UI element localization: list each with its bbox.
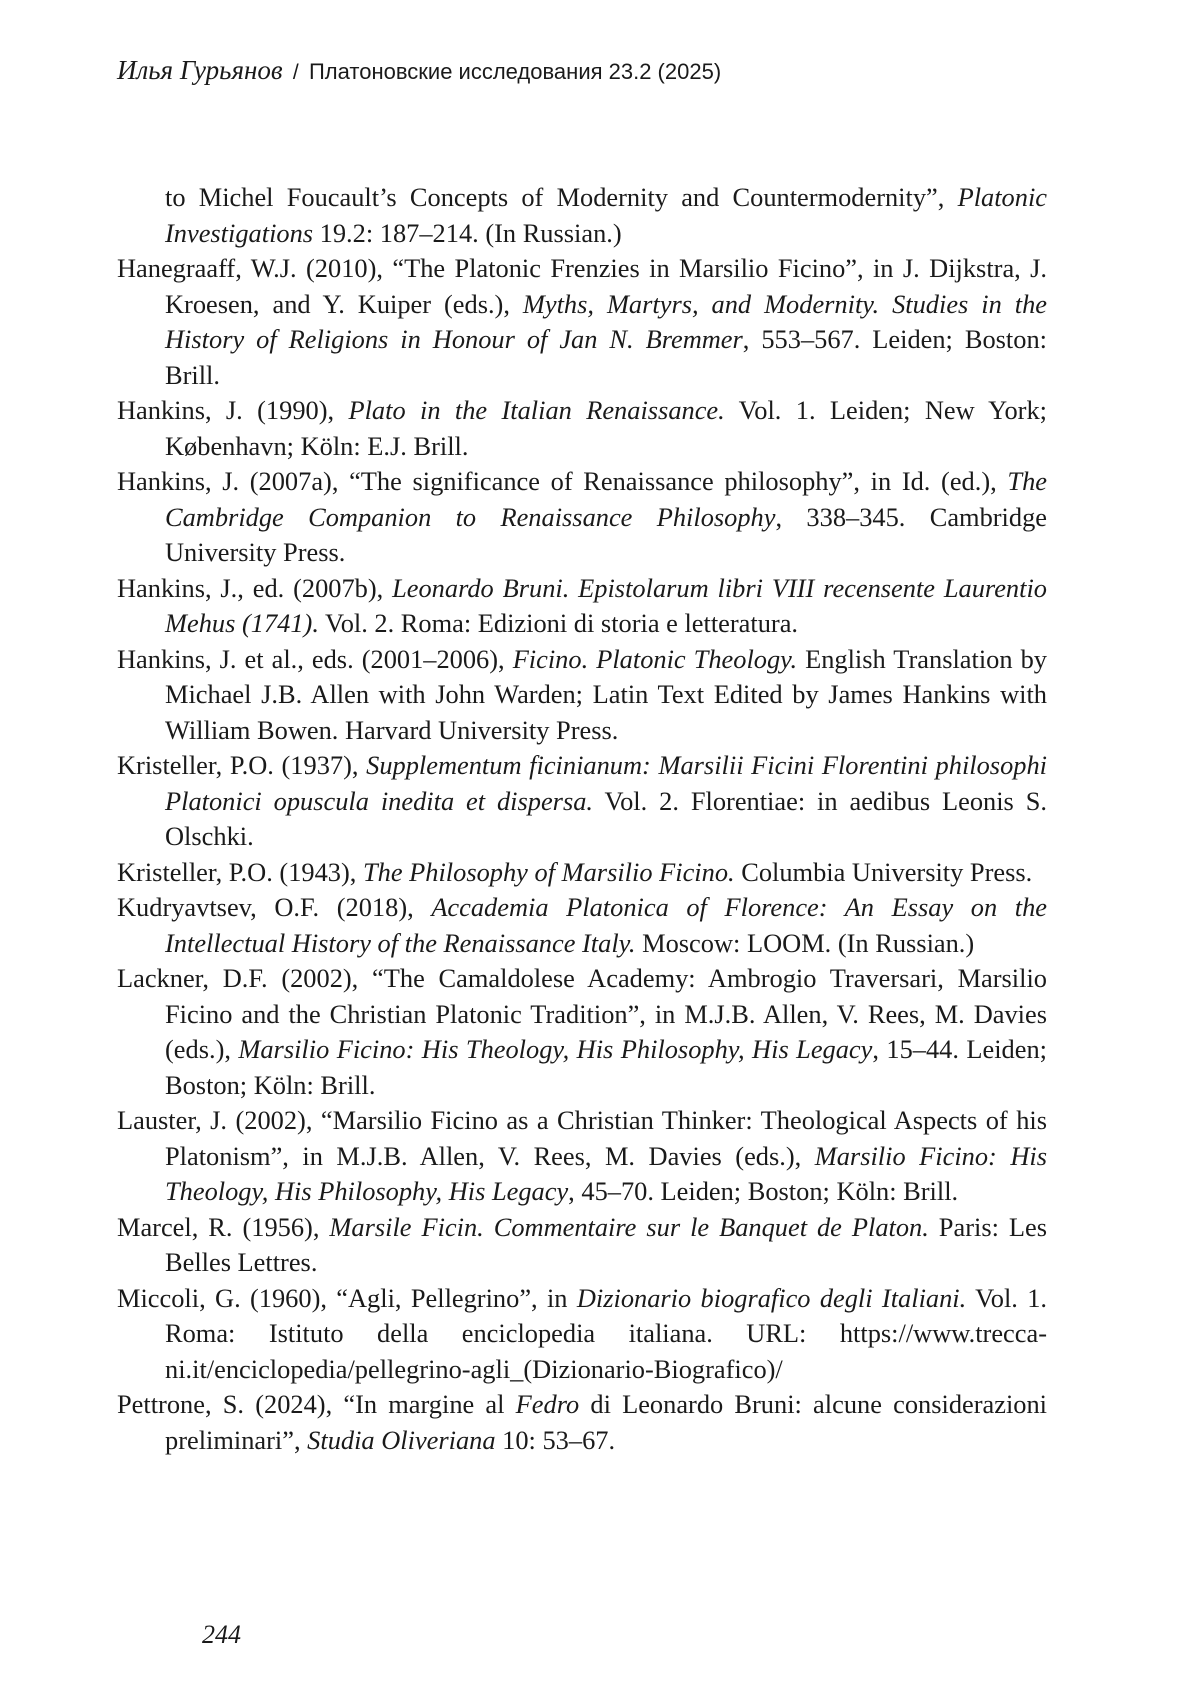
bibliography-list — [117, 180, 1047, 1458]
reference-entry — [117, 464, 1047, 571]
reference-entry — [117, 1210, 1047, 1281]
reference-text: Miccoli, G. (1960), “Agli, Pellegrino”, in — [117, 1282, 577, 1313]
reference-text: Hankins, J., ed. (2007b), — [117, 572, 393, 603]
reference-title: Marsilio Ficino: His Theology, His Philosophy, His Legacy — [238, 1034, 873, 1064]
reference-text: Lackner, D.F. (2002), “The Camaldolese Academy: Ambrogio Traversari, Marsilio Ficino and the Christian Platonic Tradition”, in M.J.B. Allen, V. Rees, M. Davies (eds.), — [117, 963, 1047, 1064]
reference-entry — [117, 1103, 1047, 1210]
reference-text: , 553–567. Leiden; Boston: Brill. — [165, 324, 1047, 390]
reference-text: Columbia University Press. — [734, 856, 1033, 887]
reference-text: Marcel, R. (1956), — [117, 1211, 330, 1242]
reference-entry — [117, 642, 1047, 749]
reference-text: to Michel Foucault’s Concepts of Modernity and Countermodernity”, — [165, 182, 958, 212]
reference-entry — [117, 251, 1047, 393]
reference-title: The Cambridge Companion to Renaissance Philosophy — [165, 466, 1047, 532]
reference-text: Paris: Les Belles Lettres. — [165, 1211, 1047, 1277]
running-head — [117, 52, 721, 91]
reference-text: , 338–345. Cambridge University Press. — [165, 501, 1047, 567]
reference-title: Platonic Investigations — [165, 182, 1047, 248]
reference-title: Plato in the Italian Renaissance. — [348, 395, 725, 425]
reference-entry — [117, 1281, 1047, 1388]
reference-entry — [117, 890, 1047, 961]
reference-text: Kristeller, P.O. (1943), — [117, 856, 363, 887]
reference-entry — [117, 571, 1047, 642]
reference-title: Marsile Ficin. Commentaire sur le Banquet de Platon. — [329, 1211, 929, 1242]
reference-title: Ficino. Platonic Theology. — [512, 643, 798, 674]
reference-title: Myths, Martyrs, and Modernity. Studies in the History of Religions in Honour of Jan N. Bremmer — [165, 288, 1047, 354]
reference-text: Vol. 2. Roma: Edizioni di storia e letteratura. — [318, 608, 799, 638]
reference-text: English Translation by Michael J.B. Allen with John Warden; Latin Text Edited by James Hankins with William Bowen. Harvard University Press. — [165, 643, 1047, 745]
reference-title: Studia Oliveriana — [307, 1424, 496, 1455]
reference-text: Vol. 1. Roma: Istituto della enciclopedia italiana. URL: https://www.treccani.it/enciclopedia/pellegrino-agli_(Dizionario-Biografico)/ — [165, 1282, 1047, 1384]
reference-text: Lauster, J. (2002), “Marsilio Ficino as a Christian Thinker: Theological Aspects of his Platonism”, in M.J.B. Allen, V. Rees, M. Davies (eds.), — [117, 1105, 1047, 1171]
reference-text: Moscow: LOOM. (In Russian.) — [635, 927, 975, 958]
reference-title: Fedro — [515, 1389, 580, 1419]
reference-text: Vol. 1. Leiden; New York; København; Köln: E.J. Brill. — [165, 395, 1048, 461]
reference-text: Kristeller, P.O. (1937), — [117, 750, 367, 780]
reference-title: Supplementum ficinianum: Marsilii Ficini Florentini philosophi Platonici opuscula inedita et dispersa. — [165, 750, 1047, 816]
page-number: 244 — [202, 1620, 241, 1649]
reference-text: Hanegraaff, W.J. (2010), “The Platonic Frenzies in Marsilio Ficino”, in J. Dijkstra, J. Kroesen, and Y. Kuiper (eds.), — [117, 253, 1047, 319]
reference-entry — [117, 748, 1047, 855]
reference-text: Vol. 2. Florentiae: in aedibus Leonis S. Olschki. — [165, 785, 1047, 851]
reference-title: The Philosophy of Marsilio Ficino. — [362, 856, 735, 887]
reference-entry — [117, 393, 1047, 464]
reference-entry — [117, 180, 1047, 251]
reference-text: , 15–44. Leiden; Boston; Köln: Brill. — [165, 1034, 1047, 1100]
reference-text: 19.2: 187–214. (In Russian.) — [313, 217, 622, 248]
journal-title: Платоновские исследования 23.2 (2025) — [308, 59, 722, 84]
reference-text: , 45–70. Leiden; Boston; Köln: Brill. — [568, 1176, 959, 1206]
reference-title: Dizionario biografico degli Italiani. — [576, 1282, 967, 1313]
reference-text: Kudryavtsev, O.F. (2018), — [117, 892, 432, 922]
reference-text: 10: 53–67. — [495, 1424, 616, 1455]
reference-entry — [117, 855, 1047, 891]
reference-text: Hankins, J. (2007a), “The significance of Renaissance philosophy”, in Id. (ed.), — [117, 466, 1008, 496]
header-separator: / — [292, 61, 299, 84]
reference-text: di Leonardo Bruni: alcune considerazioni preliminari”, — [165, 1389, 1047, 1455]
reference-title: Leonardo Bruni. Epistolarum libri VIII recensente Laurentio Mehus (1741). — [165, 572, 1047, 638]
reference-text: Hankins, J. et al., eds. (2001–2006), — [117, 643, 513, 674]
reference-entry — [117, 961, 1047, 1103]
reference-text: Pettrone, S. (2024), “In margine al — [117, 1389, 516, 1419]
reference-title: Marsilio Ficino: His Theology, His Philosophy, His Legacy — [165, 1140, 1047, 1206]
author-name: Илья Гурьянов — [117, 55, 283, 85]
reference-entry — [117, 1387, 1047, 1458]
reference-title: Accademia Platonica of Florence: An Essay on the Intellectual History of the Renaissance Italy. — [165, 892, 1047, 958]
reference-text: Hankins, J. (1990), — [117, 395, 349, 425]
